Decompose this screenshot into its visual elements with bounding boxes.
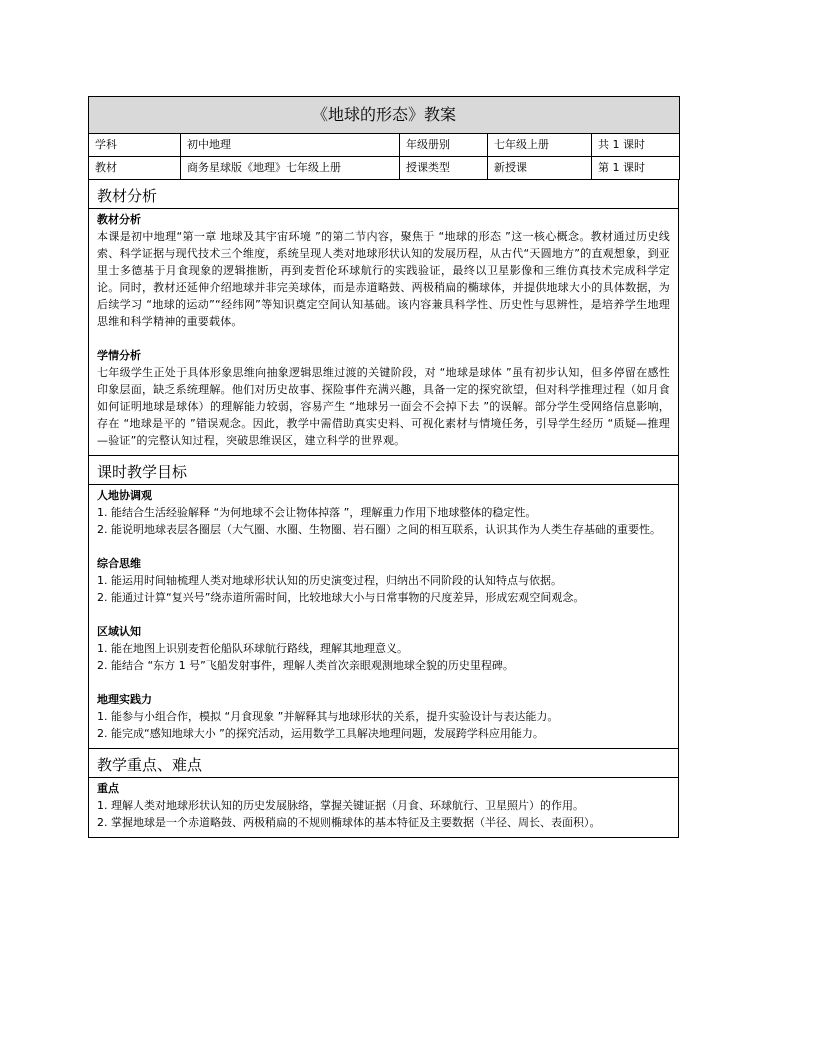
keypoint-item: 1. 理解人类对地球形状认知的历史发展脉络，掌握关键证据（月食、环球航行、卫星照片）的作用。 bbox=[97, 799, 584, 812]
grade-label: 年级册别 bbox=[400, 134, 488, 157]
objective-item: 1. 能结合生活经验解释 “为何地球不会让物体掉落 ”，理解重力作用下地球整体的稳定性。 bbox=[97, 506, 537, 519]
objectives-heading: 课时教学目标 bbox=[89, 456, 678, 485]
objective-item: 1. 能在地图上识别麦哲伦船队环球航行路线，理解其地理意义。 bbox=[97, 642, 408, 655]
objective-item: 2. 能结合 “东方 1 号”飞船发射事件，理解人类首次亲眼观测地球全貌的历史里程碑。 bbox=[97, 659, 514, 672]
objective-item: 2. 能完成“感知地球大小 ”的探究活动，运用数学工具解决地理问题，发展跨学科应用能力。 bbox=[97, 727, 544, 740]
keypoints-label: 重点 bbox=[97, 782, 119, 795]
lesson-type-label: 授课类型 bbox=[400, 157, 488, 180]
info-row-textbook bbox=[89, 157, 680, 180]
subject-label: 学科 bbox=[89, 134, 181, 157]
grade-value: 七年级上册 bbox=[488, 134, 592, 157]
student-analysis-text: 七年级学生正处于具体形象思维向抽象逻辑思维过渡的关键阶段，对 “地球是球体 ”虽有初步认知，但多停留在感性印象层面，缺乏系统理解。他们对历史故事、探险事件充满兴趣，具备一定的探究欲望，但对科学推理过程（如月食如何证明地球是球体）的理解能力较弱，容易产生 “地球另一面会不会掉下去 ”的误解。部分学生受网络信息影响，存在 “地球是平的 ”错误观念。因此，教学中需借助真实史料、可视化素材与情境任务，引导学生经历 “质疑—推理—验证”的完整认知过程，突破思维误区，建立科学的世界观。 bbox=[97, 366, 670, 447]
objective-group-label: 人地协调观 bbox=[97, 489, 152, 502]
lesson-type-value: 新授课 bbox=[488, 157, 592, 180]
current-hour: 第 1 课时 bbox=[592, 157, 680, 180]
objective-item: 1. 能运用时间轴梳理人类对地球形状认知的历史演变过程，归纳出不同阶段的认知特点与依据。 bbox=[97, 574, 562, 587]
objective-item: 2. 能说明地球表层各圈层（大气圈、水圈、生物圈、岩石圈）之间的相互联系，认识其作为人类生存基础的重要性。 bbox=[97, 523, 661, 536]
keypoints-heading: 教学重点、难点 bbox=[89, 749, 678, 778]
textbook-value: 商务星球版《地理》七年级上册 bbox=[181, 157, 400, 180]
objective-group-label: 综合思维 bbox=[97, 557, 141, 570]
lesson-plan-document bbox=[88, 96, 679, 838]
document-title: 《地球的形态》教案 bbox=[89, 97, 680, 134]
objective-group-label: 地理实践力 bbox=[97, 693, 152, 706]
objective-group-label: 区域认知 bbox=[97, 625, 141, 638]
keypoints-section bbox=[88, 749, 679, 838]
student-analysis-label: 学情分析 bbox=[97, 349, 141, 362]
textbook-analysis-text: 本课是初中地理“第一章 地球及其宇宙环境 ”的第二节内容，聚焦于 “地球的形态 ”这一核心概念。教材通过历史线索、科学证据与现代技术三个维度，系统呈现人类对地球形状认知的发展历程，从古代“天圆地方”的直观想象，到亚里士多德基于月食现象的逻辑推断，再到麦哲伦环球航行的实践验证，最终以卫星影像和三维仿真技术完成科学定论。同时，教材还延伸介绍地球并非完美球体，而是赤道略鼓、两极稍扁的椭球体，并提供地球大小的具体数据，为后续学习 “地球的运动”“经纬网”等知识奠定空间认知基础。该内容兼具科学性、历史性与思辨性，是培养学生地理思维和科学精神的重要载体。 bbox=[97, 230, 670, 328]
objectives-section bbox=[88, 456, 679, 749]
textbook-analysis-label: 教材分析 bbox=[97, 213, 141, 226]
subject-value: 初中地理 bbox=[181, 134, 400, 157]
info-table bbox=[88, 96, 680, 180]
objective-item: 1. 能参与小组合作，模拟 “月食现象 ”并解释其与地球形状的关系，提升实验设计与表达能力。 bbox=[97, 710, 559, 723]
total-hours: 共 1 课时 bbox=[592, 134, 680, 157]
keypoint-item: 2. 掌握地球是一个赤道略鼓、两极稍扁的不规则椭球体的基本特征及主要数据（半径、周长、表面积）。 bbox=[97, 816, 601, 829]
textbook-label: 教材 bbox=[89, 157, 181, 180]
analysis-heading: 教材分析 bbox=[89, 180, 678, 209]
objective-item: 2. 能通过计算“复兴号”绕赤道所需时间，比较地球大小与日常事物的尺度差异，形成宏观空间观念。 bbox=[97, 591, 585, 604]
info-row-subject bbox=[89, 134, 680, 157]
analysis-section bbox=[88, 180, 679, 456]
